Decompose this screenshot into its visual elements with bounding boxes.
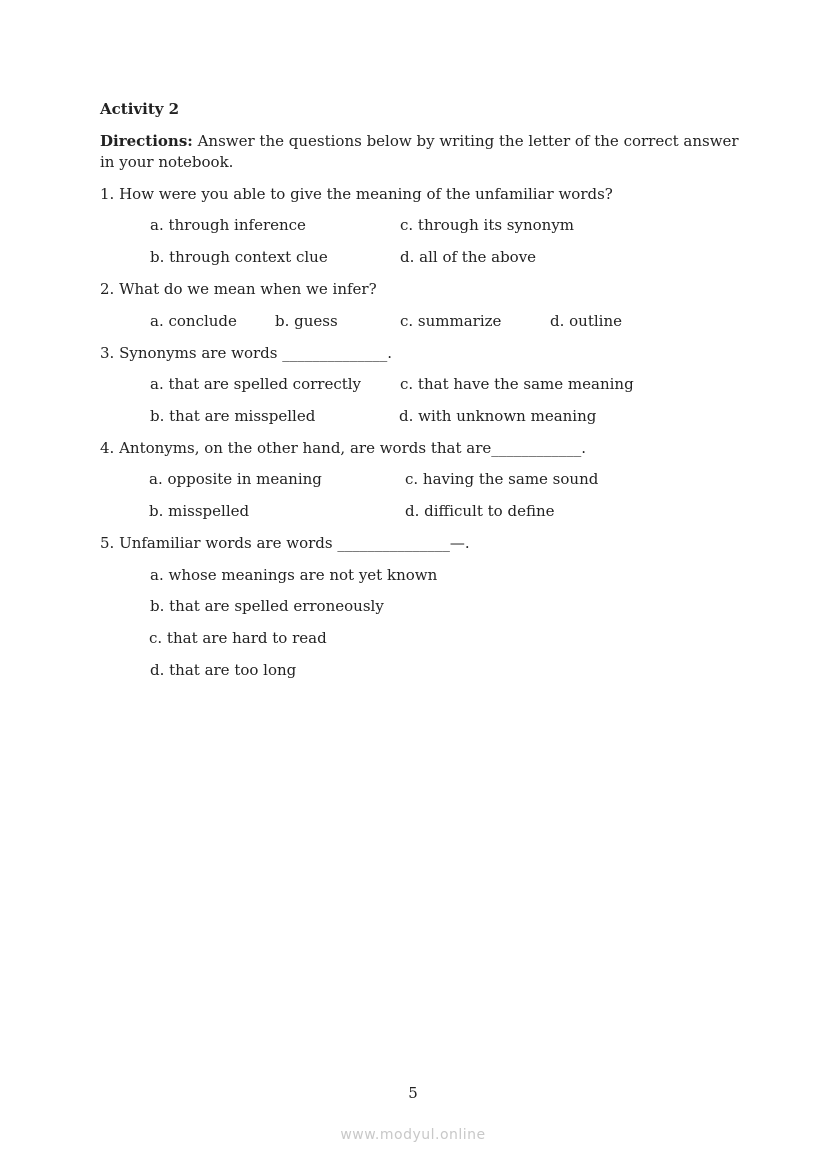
- question-3-option-a: a. that are spelled correctly: [150, 375, 362, 393]
- directions-label: Directions:: [100, 132, 193, 150]
- question-1: 1. How were you able to give the meaning of the unfamiliar words?: [100, 185, 613, 203]
- question-3-option-b: b. that are misspelled: [150, 407, 316, 425]
- question-1-option-a: a. through inference: [150, 216, 306, 234]
- question-2-option-b: b. guess: [275, 312, 338, 330]
- question-4: 4. Antonyms, on the other hand, are words that are____________.: [100, 439, 587, 457]
- question-2-option-d: d. outline: [550, 312, 622, 330]
- question-1-option-b: b. through context clue: [150, 248, 328, 266]
- question-5-option-a: a. whose meanings are not yet known: [150, 566, 438, 584]
- question-4-option-c: c. having the same sound: [405, 470, 599, 488]
- question-1-option-c: c. through its synonym: [400, 216, 575, 234]
- question-3-option-c: c. that have the same meaning: [400, 375, 634, 393]
- question-3-option-d: d. with unknown meaning: [399, 407, 597, 425]
- question-5-option-b: b. that are spelled erroneously: [150, 597, 384, 615]
- directions-text: Answer the questions below by writing the letter of the correct answer: [192, 132, 739, 150]
- directions-line-2: in your notebook.: [100, 153, 234, 171]
- question-4-option-d: d. difficult to define: [405, 502, 555, 520]
- question-2: 2. What do we mean when we infer?: [100, 280, 377, 298]
- question-4-option-a: a. opposite in meaning: [149, 470, 322, 488]
- question-5-option-d: d. that are too long: [150, 661, 297, 679]
- question-4-option-b: b. misspelled: [149, 502, 250, 520]
- page-number: 5: [408, 1084, 418, 1102]
- question-3: 3. Synonyms are words ______________.: [100, 344, 392, 362]
- question-5-option-c: c. that are hard to read: [149, 629, 327, 647]
- question-2-option-a: a. conclude: [150, 312, 237, 330]
- question-2-option-c: c. summarize: [400, 312, 502, 330]
- question-5: 5. Unfamiliar words are words _______________—.: [100, 534, 470, 552]
- question-1-option-d: d. all of the above: [400, 248, 537, 266]
- activity-title: Activity 2: [100, 100, 180, 118]
- directions-line-1: [100, 131, 739, 151]
- watermark: www.modyul.online: [340, 1127, 486, 1143]
